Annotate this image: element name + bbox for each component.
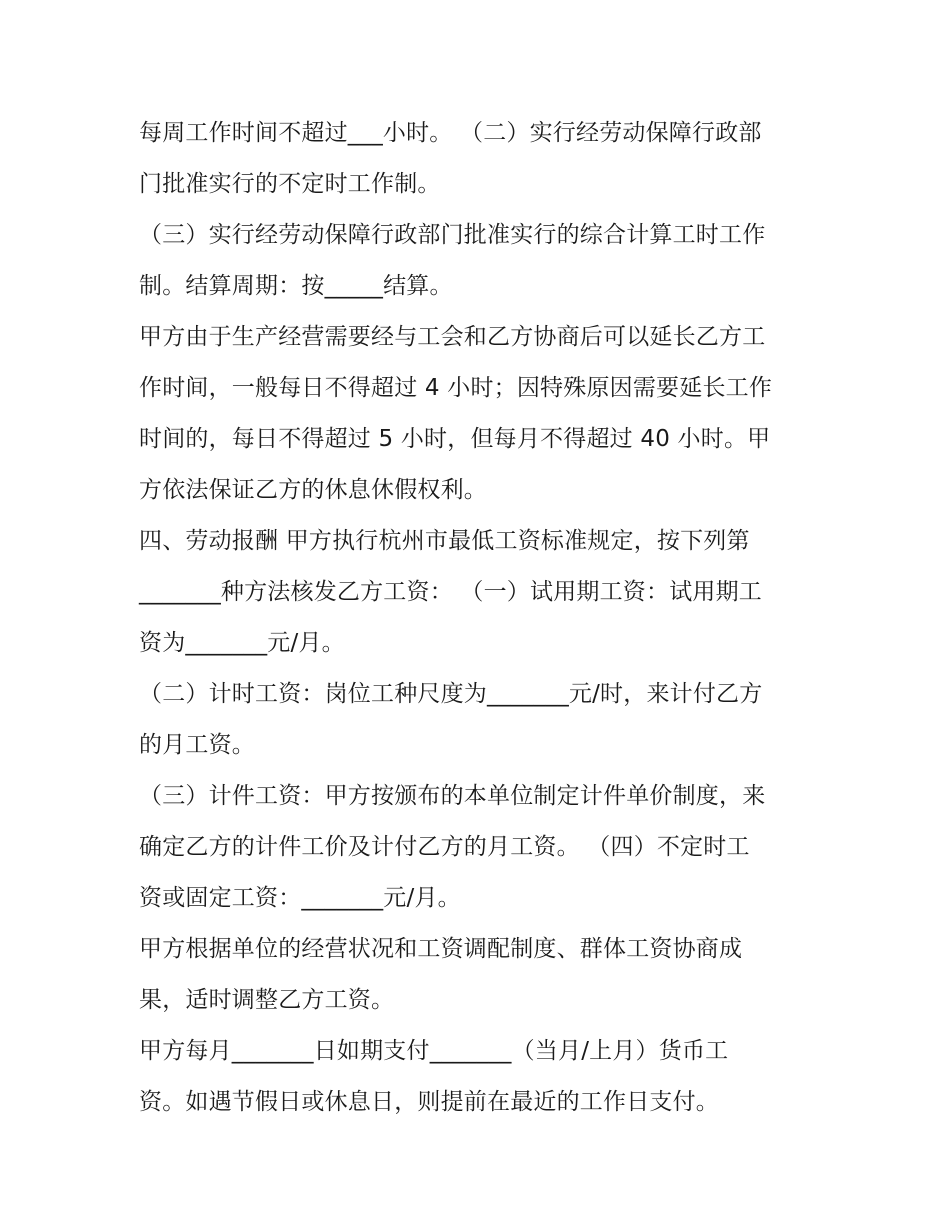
text-line: 门批准实行的不定时工作制。	[139, 171, 441, 197]
text-line: 方依法保证乙方的休息休假权利。	[139, 477, 487, 503]
text-line: 甲方根据单位的经营状况和工资调配制度、群体工资协商成	[139, 936, 743, 962]
text-line: （三）计件工资：甲方按颁布的本单位制定计件单价制度，来	[139, 783, 766, 809]
document-page	[139, 108, 819, 1128]
text-line: 每周工作时间不超过___小时。 （二）实行经劳动保障行政部	[139, 120, 762, 146]
text-line: （三）实行经劳动保障行政部门批准实行的综合计算工时工作	[139, 222, 766, 248]
text-line: 资或固定工资：_______元/月。	[139, 885, 461, 911]
text-line: 作时间，一般每日不得超过 4 小时；因特殊原因需要延长工作	[139, 375, 773, 401]
text-line: _______种方法核发乙方工资： （一）试用期工资：试用期工	[139, 579, 763, 605]
text-line: 确定乙方的计件工价及计付乙方的月工资。 （四）不定时工	[139, 834, 750, 860]
text-line: 资。如遇节假日或休息日，则提前在最近的工作日支付。	[139, 1089, 719, 1115]
text-line: （二）计时工资：岗位工种尺度为_______元/时，来计付乙方	[139, 681, 763, 707]
text-line: 时间的，每日不得超过 5 小时，但每月不得超过 40 小时。甲	[139, 426, 771, 452]
text-line: 的月工资。	[139, 732, 255, 758]
text-line: 甲方每月_______日如期支付_______（当月/上月）货币工	[139, 1038, 729, 1064]
text-line: 资为_______元/月。	[139, 630, 345, 656]
text-line: 甲方由于生产经营需要经与工会和乙方协商后可以延长乙方工	[139, 324, 766, 350]
text-line: 果，适时调整乙方工资。	[139, 987, 395, 1013]
section-heading-line: 四、劳动报酬 甲方执行杭州市最低工资标准规定，按下列第	[139, 528, 750, 554]
text-line: 制。结算周期：按_____结算。	[139, 273, 453, 299]
